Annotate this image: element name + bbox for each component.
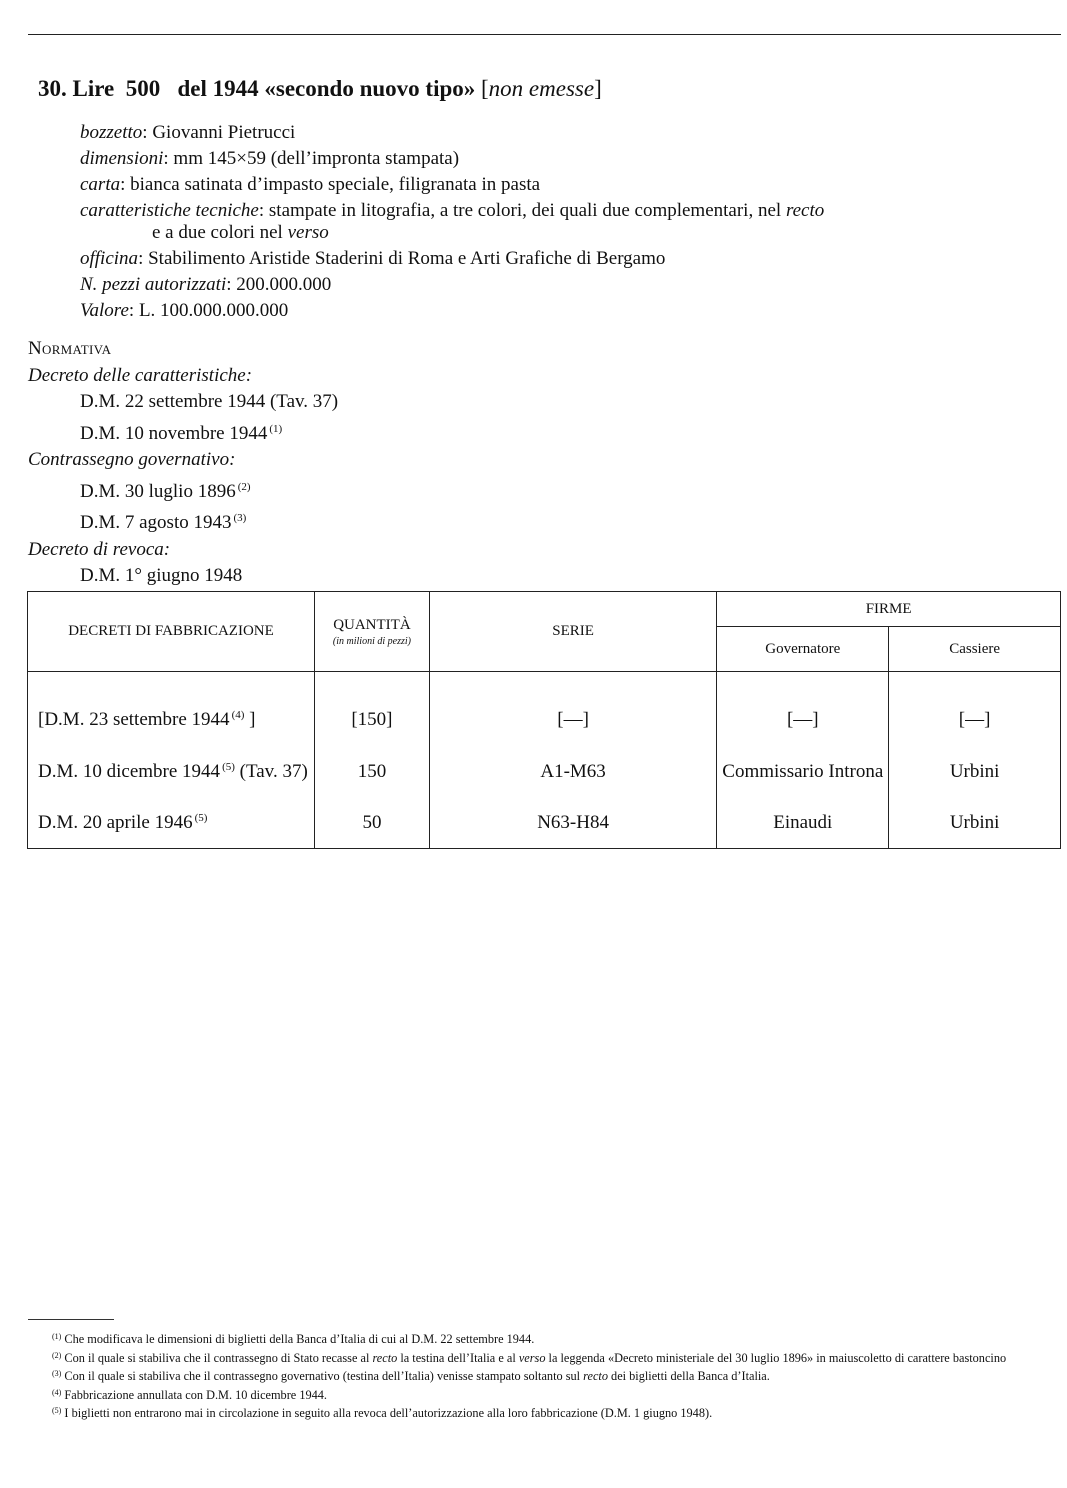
spec-cont-italic: verso [287,222,329,243]
footnote-ref: (2) [237,480,251,493]
spec-label: Valore [80,300,129,321]
footnote-ref: (5) [194,812,208,824]
footnote-number: (4) [52,1387,62,1397]
footnote-4 [28,1385,1064,1404]
table-row [28,672,1061,747]
spec-cont-text: e a due colori nel [152,222,283,243]
footnote-ref: (3) [233,512,247,524]
norm-item [28,505,338,537]
footnote-italic: recto [372,1350,398,1365]
title-number: 30. Lire [38,76,115,101]
norm-text: D.M. 10 novembre 1944 [80,422,268,444]
entry-title [38,76,602,102]
cell-decreto [28,798,315,849]
normativa-section [28,336,338,590]
footnote-ref: (4) [231,709,245,721]
footnote-5 [28,1403,1064,1422]
revoca-label: Decreto di revoca: [28,538,171,560]
title-rest: del 1944 «secondo nuovo tipo» [177,76,476,101]
norm-item [28,389,338,416]
spec-officina: officina: Stabilimento Aristide Staderini di Roma e Arti Grafiche di Bergamo [80,248,666,269]
table-row [28,798,1061,849]
header-governatore: Governatore [717,627,889,672]
footnote-rule [28,1319,114,1320]
norm-item [28,474,338,506]
norm-item [28,563,338,590]
footnote-text: I biglietti non entrarono mai in circolazione in seguito alla revoca dell’autorizzazione alla loro fabbricazione (D.M. 1 giugno 1948). [64,1406,713,1420]
spec-carta: carta: bianca satinata d’impasto speciale, filigranata in pasta [80,174,541,195]
decreto-text: [D.M. 23 settembre 1944 [38,709,230,730]
cell-governatore: [—] [717,672,889,747]
header-decreti: DECRETI DI FABBRICAZIONE [28,592,315,672]
cell-cassiere: Urbini [889,746,1061,798]
footnote-number: (2) [52,1350,62,1360]
norm-text: D.M. 22 settembre 1944 (Tav. 37) [80,391,339,412]
footnote-3 [28,1366,1064,1385]
cell-cassiere: [—] [889,672,1061,747]
footnote-text: dei biglietti della Banca d’Italia. [611,1369,770,1383]
spec-value: Stabilimento Aristide Staderini di Roma e Arti Grafiche di Bergamo [148,248,666,269]
spec-value: mm 145×59 (dell’impronta stampata) [173,148,460,169]
spec-label: N. pezzi autorizzati [80,274,227,295]
footnote-italic: recto [583,1369,608,1383]
title-value: 500 [125,76,161,101]
header-serie: SERIE [429,592,716,672]
spec-label: dimensioni [80,148,164,169]
spec-value-italic: recto [785,200,825,221]
decreto-after: (Tav. 37) [234,761,308,782]
footnote-text: Fabbricazione annullata con D.M. 10 dicembre 1944. [64,1387,327,1402]
norm-text: D.M. 7 agosto 1943 [80,512,232,533]
footnote-text: la testina dell’Italia e al [400,1350,516,1365]
title-note: [non emesse] [481,76,602,101]
cell-decreto [28,672,315,747]
footnote-text: la leggenda «Decreto ministeriale del 30 luglio 1896» in maiuscoletto di carattere bastoncino [548,1350,1007,1365]
decreto-after: ] [244,709,256,730]
label-text: Decreto di revoca [28,538,164,560]
spec-label: officina [80,248,139,269]
header-quantita [314,592,429,672]
spec-valore: Valore: L. 100.000.000.000 [80,300,289,321]
footnote-text: Con il quale si stabiliva che il contrassegno governativo (testina dell’Italia) venisse stampato soltanto sul [64,1369,581,1383]
spec-value: Giovanni Pietrucci [152,122,296,143]
footnote-number: (5) [52,1406,62,1415]
footnote-1 [28,1329,1064,1348]
spec-value: 200.000.000 [236,274,332,295]
header-cassiere: Cassiere [889,627,1061,672]
caratteristiche-label: Decreto delle caratteristiche: [28,364,253,386]
cell-governatore: Commissario Introna [717,746,889,798]
spec-caratteristiche: caratteristiche tecniche: stampate in litografia, a tre colori, dei quali due complementari, nel recto e a due colori nel verso [80,198,824,246]
spec-pezzi: N. pezzi autorizzati: 200.000.000 [80,274,332,295]
spec-label: bozzetto [80,122,143,143]
cell-serie: N63-H84 [429,798,716,849]
spec-value: bianca satinata d’impasto speciale, filigranata in pasta [130,174,541,195]
footnote-ref: (5) [222,761,235,773]
top-rule [28,34,1061,35]
title-note-text: non emesse [488,76,595,101]
label-text: Contrassegno governativo [28,449,230,470]
header-quantita-label: QUANTITÀ [333,616,411,633]
spec-continuation [80,220,824,246]
cell-decreto [28,746,315,798]
spec-label: caratteristiche tecniche [80,200,259,221]
spec-label: carta [80,174,121,195]
label-text: Decreto delle caratteristiche [28,364,246,386]
footnote-2 [28,1348,1064,1367]
footnote-text: Che modificava le dimensioni di biglietti della Banca d’Italia di cui al D.M. 22 settembre 1944. [64,1332,535,1346]
spec-value: stampate in litografia, a tre colori, dei quali due complementari, nel [268,200,782,221]
footnote-number: (3) [52,1369,62,1378]
fabbricazione-table [27,591,1061,849]
norm-text: D.M. 30 luglio 1896 [80,480,236,502]
cell-serie: [—] [429,672,716,747]
norm-item [28,416,338,448]
specs-list [80,120,824,324]
table-row [28,746,1061,798]
footnote-ref: (1) [269,422,283,435]
header-quantita-sub: (in milioni di pezzi) [332,635,411,647]
cell-governatore: Einaudi [717,798,889,849]
norm-text: D.M. 1° giugno 1948 [80,565,243,586]
normativa-heading: Normativa [28,338,112,359]
footnotes [28,1329,1064,1422]
contrassegno-label: Contrassegno governativo: [28,449,236,470]
cell-quantita: [150] [314,672,429,747]
header-firme: FIRME [717,592,1061,627]
spec-value: L. 100.000.000.000 [138,300,289,321]
decreto-text: D.M. 10 dicembre 1944 [38,761,221,782]
cell-cassiere: Urbini [889,798,1061,849]
cell-quantita: 150 [314,746,429,798]
footnote-number: (1) [52,1332,62,1341]
footnote-text: Con il quale si stabiliva che il contrassegno di Stato recasse al [64,1350,370,1365]
cell-quantita: 50 [314,798,429,849]
decreto-text: D.M. 20 aprile 1946 [38,812,193,833]
spec-bozzetto: bozzetto: Giovanni Pietrucci [80,122,296,143]
cell-serie: A1-M63 [429,746,716,798]
spec-dimensioni: dimensioni: mm 145×59 (dell’impronta stampata) [80,148,460,169]
footnote-italic: verso [518,1350,546,1365]
